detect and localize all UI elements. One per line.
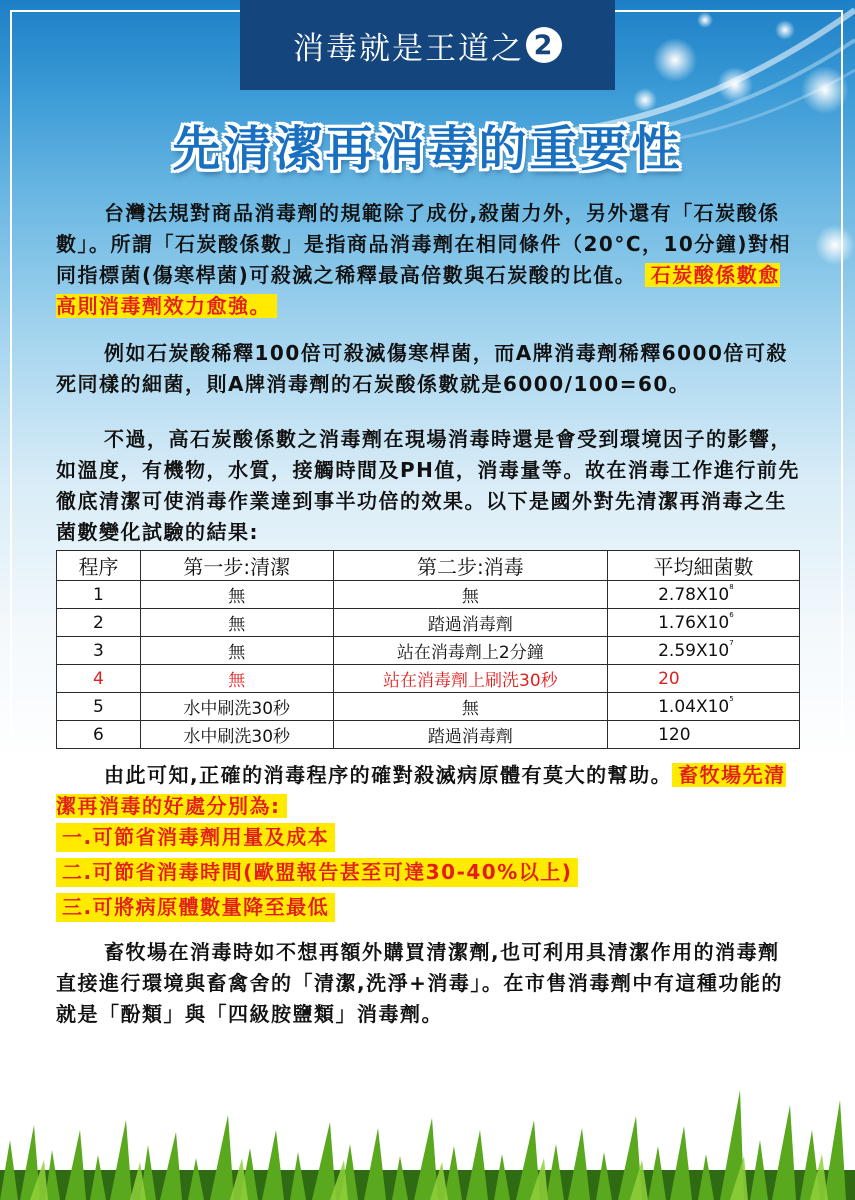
cell-clean: 無: [140, 637, 333, 665]
paragraph-text: 台灣法規對商品消毒劑的規範除了成份,殺菌力外，另外還有「石炭酸係數」。所謂「石炭酸係數」是指商品消毒劑在相同條件（20°C，10分鐘)對相同指標菌(傷寒桿菌)可殺滅之稀釋最高倍數與石炭酸的比值。: [56, 201, 791, 287]
list-item: [56, 823, 578, 852]
cell-count: [608, 609, 800, 637]
cell-disinfect: 無: [333, 693, 608, 721]
cell-count: [608, 581, 800, 609]
paragraph-phenol-coefficient: [56, 198, 801, 322]
count-value: 2.78X10: [658, 584, 730, 605]
table-row-highlighted: [57, 665, 800, 693]
benefit-item: 二.可節省消毒時間(歐盟報告甚至可達30-40%以上): [56, 858, 578, 887]
paragraph-text: 不過，高石炭酸係數之消毒劑在現場消毒時還是會受到環境因子的影響，如溫度，有機物，水質，接觸時間及PH值，消毒量等。故在消毒工作進行前先徹底清潔可使消毒作業達到事半功倍的效果。以下是國外對先清潔再消毒之生菌數變化試驗的結果:: [56, 427, 800, 544]
count-value: 1.76X10: [658, 612, 730, 633]
banner-number-badge: 2: [526, 27, 562, 63]
column-header-clean: 第一步:清潔: [140, 551, 333, 581]
cell-disinfect: 站在消毒劑上2分鐘: [333, 637, 608, 665]
page-title: 先清潔再消毒的重要性: [172, 121, 683, 177]
paragraph-text: 由此可知,正確的消毒程序的確對殺滅病原體有莫大的幫助。: [104, 763, 673, 787]
cell-count: [608, 665, 800, 693]
list-item: [56, 893, 578, 922]
paragraph-highlight: 石炭酸係數愈高則消毒劑效力愈強。: [56, 263, 780, 318]
series-banner: [240, 0, 615, 90]
cell-clean: 無: [140, 581, 333, 609]
count-value: 120: [658, 724, 691, 745]
column-header-disinfect: 第二步:消毒: [333, 551, 608, 581]
paragraph-environment-factors: [56, 424, 801, 548]
table-row: [57, 581, 800, 609]
paragraph-cleaning-disinfectant: [56, 937, 801, 1030]
paragraph-text: 畜牧場在消毒時如不想再額外購買清潔劑,也可利用具清潔作用的消毒劑直接進行環境與畜禽舍的「清潔,洗淨+消毒」。在市售消毒劑中有這種功能的就是「酚類」與「四級胺鹽類」消毒劑。: [56, 940, 783, 1026]
column-header-count: 平均細菌數: [608, 551, 800, 581]
paragraph-highlight: 畜牧場先清潔再消毒的好處分別為:: [56, 763, 786, 818]
grass-decoration: [0, 1070, 855, 1200]
benefits-list: [56, 823, 578, 922]
cell-clean: 無: [140, 665, 333, 693]
table-row: [57, 693, 800, 721]
benefit-item: 一.可節省消毒劑用量及成本: [56, 823, 335, 852]
count-exponent: 6: [729, 610, 734, 619]
paragraph-conclusion: [56, 760, 801, 822]
count-exponent: 5: [729, 694, 734, 703]
table-row: [57, 721, 800, 749]
paragraph-example: [56, 338, 801, 400]
list-item: [56, 858, 578, 887]
cell-clean: 水中刷洗30秒: [140, 693, 333, 721]
table-row: [57, 609, 800, 637]
cell-clean: 無: [140, 609, 333, 637]
cell-disinfect: 無: [333, 581, 608, 609]
cell-disinfect: 站在消毒劑上刷洗30秒: [333, 665, 608, 693]
cell-seq: 5: [57, 693, 141, 721]
cell-seq: 3: [57, 637, 141, 665]
cell-seq: 2: [57, 609, 141, 637]
table-header-row: [57, 551, 800, 581]
paragraph-text: 例如石炭酸稀釋100倍可殺滅傷寒桿菌，而A牌消毒劑稀釋6000倍可殺死同樣的細菌，則A牌消毒劑的石炭酸係數就是6000/100=60。: [56, 341, 788, 396]
bacteria-count-table: [56, 550, 800, 749]
cell-count: [608, 693, 800, 721]
cell-count: [608, 721, 800, 749]
count-value: 2.59X10: [658, 640, 730, 661]
cell-disinfect: 踏過消毒劑: [333, 721, 608, 749]
cell-clean: 水中刷洗30秒: [140, 721, 333, 749]
count-value: 20: [658, 668, 680, 689]
count-exponent: 7: [729, 638, 734, 647]
column-header-seq: 程序: [57, 551, 141, 581]
benefit-item: 三.可將病原體數量降至最低: [56, 893, 335, 922]
banner-text: 消毒就是王道之: [293, 30, 524, 67]
count-value: 1.04X10: [658, 696, 730, 717]
cell-seq: 1: [57, 581, 141, 609]
cell-seq: 6: [57, 721, 141, 749]
table-row: [57, 637, 800, 665]
cell-count: [608, 637, 800, 665]
cell-disinfect: 踏過消毒劑: [333, 609, 608, 637]
cell-seq: 4: [57, 665, 141, 693]
count-exponent: 8: [729, 582, 734, 591]
